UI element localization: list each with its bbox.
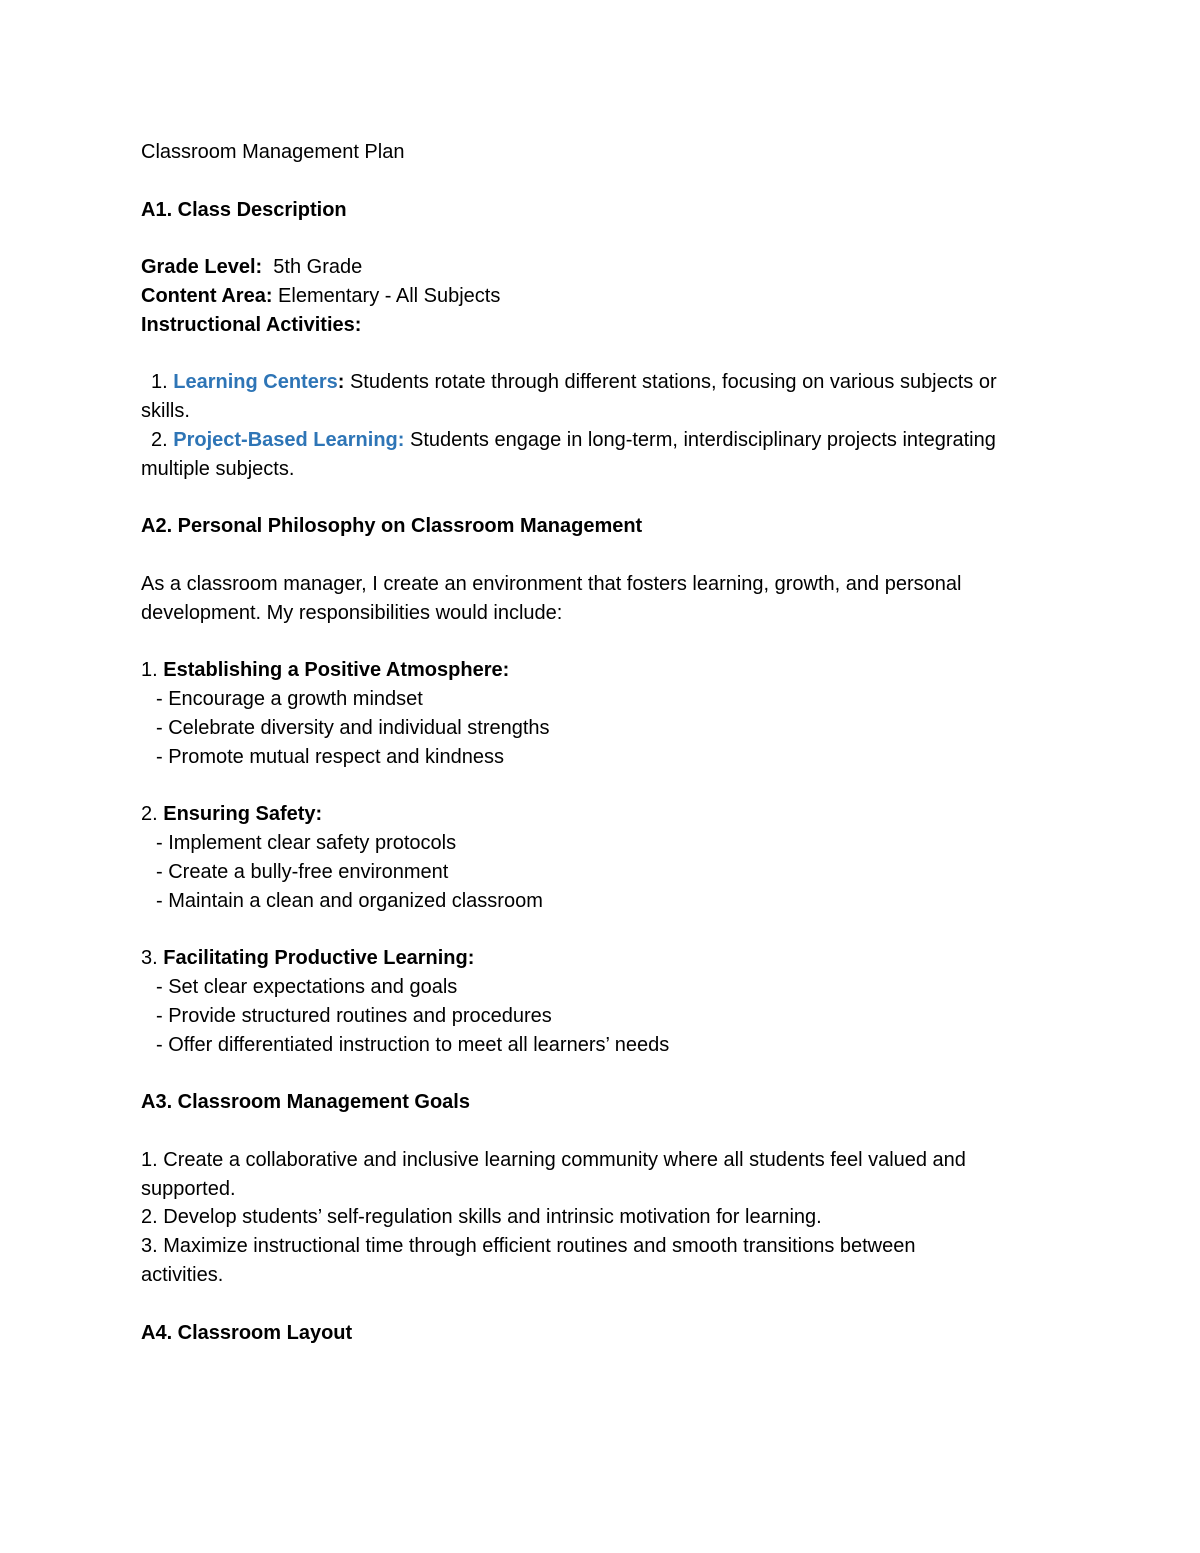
- goal-text: Create a collaborative and inclusive learning community where all students feel valued and: [163, 1148, 966, 1171]
- instructional-activities-label: Instructional Activities:: [141, 313, 362, 336]
- section-title: Establishing a Positive Atmosphere:: [163, 659, 510, 682]
- section-heading-a1: A1. Class Description: [141, 198, 347, 221]
- list-item: - Provide structured routines and procedures: [156, 1004, 552, 1027]
- goal-item-2: [141, 1203, 1066, 1232]
- activity-link-learning-centers[interactable]: Learning Centers: [173, 371, 338, 394]
- list-item: - Create a bully-free environment: [156, 860, 449, 883]
- philosophy-intro-line: As a classroom manager, I create an environment that fosters learning, growth, and personal: [141, 572, 962, 595]
- content-area-label: Content Area:: [141, 284, 273, 307]
- section-number: 2.: [141, 803, 158, 826]
- activity-text-continued: multiple subjects.: [141, 457, 295, 480]
- list-item: - Promote mutual respect and kindness: [156, 745, 504, 768]
- document-title: Classroom Management Plan: [141, 141, 405, 163]
- goal-number: 1.: [141, 1148, 158, 1171]
- goal-text-continued: supported.: [141, 1177, 236, 1200]
- document-body: [141, 138, 1066, 1347]
- philosophy-section-title: [141, 656, 1066, 685]
- philosophy-intro-line: development. My responsibilities would include:: [141, 601, 563, 624]
- activity-number: 1.: [151, 371, 168, 394]
- goal-item-1: [141, 1146, 1066, 1175]
- goal-item-3: [141, 1232, 1066, 1261]
- content-area-value: Elementary - All Subjects: [278, 284, 501, 307]
- activity-item-2: [141, 426, 1066, 455]
- philosophy-section-title: [141, 944, 1066, 973]
- goal-number: 3.: [141, 1235, 158, 1258]
- list-item: - Implement clear safety protocols: [156, 832, 457, 855]
- activity-text: Students engage in long-term, interdisciplinary projects integrating: [409, 428, 996, 451]
- list-item: - Celebrate diversity and individual strengths: [156, 716, 550, 739]
- activity-text: Students rotate through different stations, focusing on various subjects or: [349, 371, 997, 394]
- section-title: Facilitating Productive Learning:: [163, 947, 475, 970]
- philosophy-section-title: [141, 800, 1066, 829]
- goal-number: 2.: [141, 1206, 158, 1229]
- content-area-row: [141, 282, 1066, 311]
- list-item: - Encourage a growth mindset: [156, 688, 423, 711]
- section-number: 1.: [141, 659, 158, 682]
- section-heading-a4: A4. Classroom Layout: [141, 1321, 353, 1344]
- list-item: - Offer differentiated instruction to meet all learners’ needs: [156, 1033, 670, 1056]
- list-item: - Set clear expectations and goals: [156, 976, 458, 999]
- grade-level-label: Grade Level:: [141, 256, 263, 279]
- section-heading-a2: A2. Personal Philosophy on Classroom Management: [141, 515, 643, 538]
- activity-colon: :: [337, 371, 345, 394]
- grade-level-value: 5th Grade: [273, 256, 363, 279]
- activity-number: 2.: [151, 428, 168, 451]
- goal-text: Develop students’ self-regulation skills and intrinsic motivation for learning.: [163, 1206, 822, 1229]
- section-heading-a3: A3. Classroom Management Goals: [141, 1091, 470, 1114]
- goal-text-continued: activities.: [141, 1264, 224, 1287]
- list-item: - Maintain a clean and organized classroom: [156, 889, 543, 912]
- activity-item-1: [141, 368, 1066, 397]
- goal-text: Maximize instructional time through efficient routines and smooth transitions between: [163, 1235, 916, 1258]
- grade-level-row: [141, 253, 1066, 282]
- section-number: 3.: [141, 947, 158, 970]
- section-title: Ensuring Safety:: [163, 803, 323, 826]
- activity-text-continued: skills.: [141, 400, 190, 423]
- activity-link-project-based-learning[interactable]: Project-Based Learning:: [173, 428, 405, 451]
